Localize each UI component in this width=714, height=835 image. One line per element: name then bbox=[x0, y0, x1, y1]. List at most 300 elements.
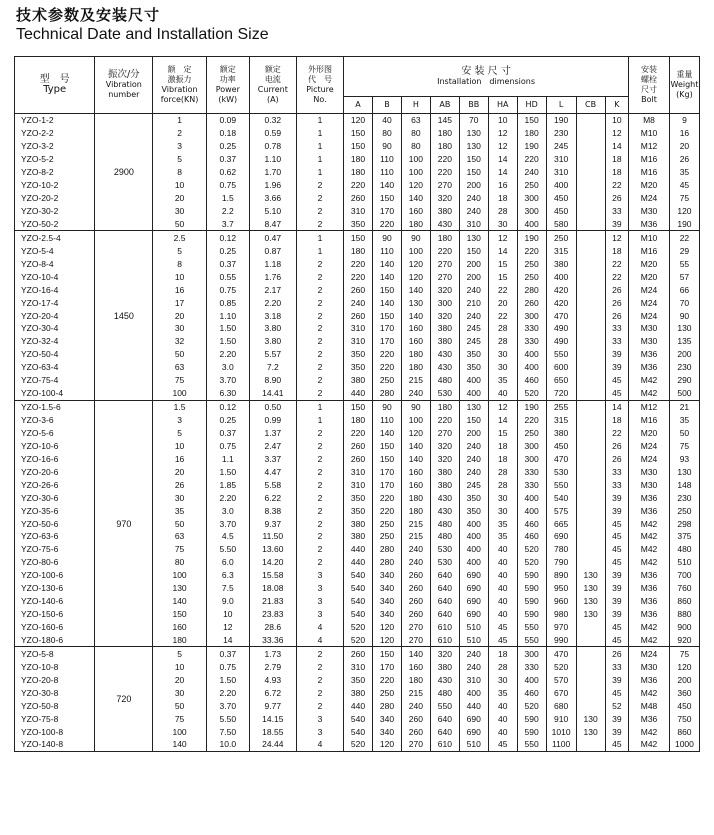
value-cell: 135 bbox=[669, 335, 699, 348]
header-vibration: 振次/分 Vibration number bbox=[95, 57, 153, 114]
value-cell: 250 bbox=[372, 517, 401, 530]
value-cell: 2.79 bbox=[249, 660, 296, 673]
value-cell: 450 bbox=[546, 192, 576, 205]
value-cell: 980 bbox=[546, 608, 576, 621]
value-cell: M24 bbox=[629, 439, 670, 452]
type-cell: YZO-75-8 bbox=[15, 712, 95, 725]
value-cell: 670 bbox=[546, 686, 576, 699]
value-cell: 1100 bbox=[546, 738, 576, 751]
value-cell: 16 bbox=[488, 179, 517, 192]
type-cell: YZO-100-6 bbox=[15, 569, 95, 582]
value-cell: 50 bbox=[153, 699, 207, 712]
value-cell: 150 bbox=[372, 452, 401, 465]
value-cell: 45 bbox=[488, 738, 517, 751]
value-cell: 2 bbox=[296, 283, 343, 296]
value-cell: 990 bbox=[546, 634, 576, 647]
type-cell: YZO-5-8 bbox=[15, 647, 95, 660]
header-dim-bb: BB bbox=[459, 97, 488, 114]
value-cell: 45 bbox=[488, 634, 517, 647]
value-cell: 700 bbox=[669, 569, 699, 582]
value-cell: 45 bbox=[605, 387, 629, 400]
value-cell: 39 bbox=[605, 725, 629, 738]
value-cell: 2 bbox=[296, 335, 343, 348]
type-cell: YZO-50-8 bbox=[15, 699, 95, 712]
value-cell: 0.25 bbox=[206, 414, 249, 427]
value-cell: 1.5 bbox=[206, 192, 249, 205]
value-cell: 200 bbox=[459, 427, 488, 440]
type-cell: YZO-2-2 bbox=[15, 127, 95, 140]
value-cell: 39 bbox=[605, 491, 629, 504]
value-cell bbox=[576, 738, 605, 751]
value-cell: 260 bbox=[401, 582, 430, 595]
value-cell: 280 bbox=[372, 543, 401, 556]
type-cell: YZO-160-6 bbox=[15, 621, 95, 634]
type-cell: YZO-100-8 bbox=[15, 725, 95, 738]
value-cell: 170 bbox=[372, 322, 401, 335]
value-cell: 40 bbox=[488, 608, 517, 621]
value-cell: 240 bbox=[459, 452, 488, 465]
value-cell: 450 bbox=[669, 699, 699, 712]
value-cell: 520 bbox=[344, 738, 373, 751]
type-cell: YZO-10-4 bbox=[15, 270, 95, 283]
value-cell: 120 bbox=[372, 621, 401, 634]
value-cell: 1.18 bbox=[249, 257, 296, 270]
value-cell: 0.37 bbox=[206, 257, 249, 270]
value-cell: 100 bbox=[401, 153, 430, 166]
value-cell: M36 bbox=[629, 361, 670, 374]
value-cell: 460 bbox=[517, 517, 546, 530]
value-cell: 540 bbox=[344, 712, 373, 725]
value-cell: 4.5 bbox=[206, 530, 249, 543]
value-cell: 2.20 bbox=[206, 491, 249, 504]
value-cell: 510 bbox=[459, 621, 488, 634]
value-cell: 4 bbox=[296, 621, 343, 634]
value-cell: 320 bbox=[430, 647, 459, 660]
value-cell: 350 bbox=[459, 348, 488, 361]
value-cell: 320 bbox=[430, 439, 459, 452]
value-cell bbox=[576, 647, 605, 660]
header-dim-ha: HA bbox=[488, 97, 517, 114]
value-cell: 2 bbox=[296, 387, 343, 400]
value-cell: 8.47 bbox=[249, 218, 296, 231]
value-cell: 300 bbox=[517, 192, 546, 205]
value-cell: 310 bbox=[459, 218, 488, 231]
value-cell: 20 bbox=[669, 140, 699, 153]
value-cell: 18 bbox=[605, 244, 629, 257]
value-cell: 45 bbox=[605, 738, 629, 751]
header-current: 额定 电流 Current (A) bbox=[249, 57, 296, 114]
value-cell: 400 bbox=[459, 387, 488, 400]
value-cell: 400 bbox=[517, 348, 546, 361]
value-cell: 190 bbox=[517, 231, 546, 244]
value-cell: 18 bbox=[488, 192, 517, 205]
value-cell: 5.57 bbox=[249, 348, 296, 361]
value-cell: 140 bbox=[401, 309, 430, 322]
value-cell: 400 bbox=[517, 491, 546, 504]
value-cell: M36 bbox=[629, 504, 670, 517]
value-cell: 26 bbox=[153, 478, 207, 491]
value-cell: 380 bbox=[430, 205, 459, 218]
value-cell: 130 bbox=[576, 608, 605, 621]
value-cell: 120 bbox=[401, 427, 430, 440]
value-cell: 14 bbox=[605, 400, 629, 413]
value-cell: 520 bbox=[517, 556, 546, 569]
value-cell: 350 bbox=[344, 348, 373, 361]
value-cell: 8 bbox=[153, 257, 207, 270]
value-cell: 100 bbox=[153, 387, 207, 400]
value-cell: 220 bbox=[344, 427, 373, 440]
value-cell: 18.55 bbox=[249, 725, 296, 738]
type-cell: YZO-26-6 bbox=[15, 478, 95, 491]
value-cell: 510 bbox=[459, 634, 488, 647]
value-cell: 250 bbox=[372, 530, 401, 543]
value-cell: 10 bbox=[153, 270, 207, 283]
value-cell: 14.20 bbox=[249, 556, 296, 569]
value-cell: 180 bbox=[401, 504, 430, 517]
value-cell bbox=[576, 439, 605, 452]
value-cell: 40 bbox=[488, 699, 517, 712]
type-cell: YZO-8-4 bbox=[15, 257, 95, 270]
value-cell: 300 bbox=[430, 296, 459, 309]
value-cell: M24 bbox=[629, 283, 670, 296]
value-cell: 30 bbox=[153, 686, 207, 699]
value-cell: 170 bbox=[372, 660, 401, 673]
value-cell: 40 bbox=[372, 114, 401, 127]
value-cell: 8 bbox=[153, 166, 207, 179]
value-cell: 250 bbox=[517, 270, 546, 283]
value-cell: 400 bbox=[459, 556, 488, 569]
value-cell: 550 bbox=[430, 699, 459, 712]
value-cell: 10 bbox=[206, 608, 249, 621]
value-cell: 790 bbox=[546, 556, 576, 569]
type-cell: YZO-16-6 bbox=[15, 452, 95, 465]
value-cell: 780 bbox=[546, 543, 576, 556]
type-cell: YZO-8-2 bbox=[15, 166, 95, 179]
value-cell: 150 bbox=[459, 244, 488, 257]
value-cell: 0.18 bbox=[206, 127, 249, 140]
value-cell: 39 bbox=[605, 608, 629, 621]
value-cell: 310 bbox=[459, 673, 488, 686]
value-cell: M24 bbox=[629, 647, 670, 660]
value-cell: 150 bbox=[344, 140, 373, 153]
value-cell: 350 bbox=[344, 504, 373, 517]
value-cell: 18 bbox=[488, 647, 517, 660]
value-cell: 2.20 bbox=[206, 686, 249, 699]
value-cell: M36 bbox=[629, 712, 670, 725]
value-cell: 375 bbox=[669, 530, 699, 543]
value-cell: 540 bbox=[344, 725, 373, 738]
value-cell: 190 bbox=[669, 218, 699, 231]
value-cell: 880 bbox=[669, 608, 699, 621]
value-cell: 520 bbox=[344, 634, 373, 647]
value-cell: 470 bbox=[546, 309, 576, 322]
value-cell: 320 bbox=[430, 283, 459, 296]
value-cell: 690 bbox=[459, 595, 488, 608]
value-cell: 57 bbox=[669, 270, 699, 283]
value-cell: 5.50 bbox=[206, 543, 249, 556]
value-cell: M30 bbox=[629, 660, 670, 673]
type-cell: YZO-20-2 bbox=[15, 192, 95, 205]
vibration-cell: 970 bbox=[95, 400, 153, 647]
value-cell: 240 bbox=[459, 205, 488, 218]
value-cell: 240 bbox=[459, 283, 488, 296]
value-cell: 240 bbox=[459, 647, 488, 660]
value-cell: 22 bbox=[605, 257, 629, 270]
type-cell: YZO-32-4 bbox=[15, 335, 95, 348]
value-cell: 970 bbox=[546, 621, 576, 634]
type-cell: YZO-30-4 bbox=[15, 322, 95, 335]
value-cell: 250 bbox=[669, 504, 699, 517]
value-cell: 160 bbox=[401, 335, 430, 348]
value-cell bbox=[576, 270, 605, 283]
value-cell: 720 bbox=[546, 387, 576, 400]
value-cell: M8 bbox=[629, 114, 670, 127]
value-cell: 5.50 bbox=[206, 712, 249, 725]
value-cell: 430 bbox=[430, 673, 459, 686]
header-picture: 外形图 代 号 Picture No. bbox=[296, 57, 343, 114]
value-cell: 3 bbox=[153, 414, 207, 427]
value-cell: 690 bbox=[459, 712, 488, 725]
type-cell: YZO-30-8 bbox=[15, 686, 95, 699]
value-cell: 220 bbox=[344, 179, 373, 192]
value-cell: 640 bbox=[430, 595, 459, 608]
value-cell: 430 bbox=[430, 504, 459, 517]
value-cell: 0.59 bbox=[249, 127, 296, 140]
value-cell: 26 bbox=[605, 439, 629, 452]
value-cell: 100 bbox=[401, 166, 430, 179]
type-cell: YZO-30-2 bbox=[15, 205, 95, 218]
value-cell: 93 bbox=[669, 452, 699, 465]
value-cell bbox=[576, 452, 605, 465]
value-cell: 430 bbox=[430, 348, 459, 361]
value-cell: 480 bbox=[430, 517, 459, 530]
value-cell: 180 bbox=[344, 414, 373, 427]
type-cell: YZO-50-2 bbox=[15, 218, 95, 231]
value-cell: 7.50 bbox=[206, 725, 249, 738]
value-cell: 665 bbox=[546, 517, 576, 530]
value-cell: 380 bbox=[344, 530, 373, 543]
value-cell: 2 bbox=[296, 699, 343, 712]
value-cell: 315 bbox=[546, 414, 576, 427]
value-cell: 40 bbox=[488, 595, 517, 608]
value-cell: 1.85 bbox=[206, 478, 249, 491]
value-cell: M36 bbox=[629, 569, 670, 582]
value-cell bbox=[576, 309, 605, 322]
value-cell: 2 bbox=[296, 517, 343, 530]
value-cell: 440 bbox=[344, 699, 373, 712]
value-cell: 22 bbox=[605, 270, 629, 283]
value-cell: 480 bbox=[430, 374, 459, 387]
value-cell: 2.20 bbox=[249, 296, 296, 309]
value-cell: 170 bbox=[372, 465, 401, 478]
value-cell: 2 bbox=[296, 452, 343, 465]
value-cell: 550 bbox=[517, 634, 546, 647]
value-cell: 30 bbox=[488, 218, 517, 231]
value-cell: 2 bbox=[296, 543, 343, 556]
value-cell: M42 bbox=[629, 621, 670, 634]
value-cell: 39 bbox=[605, 348, 629, 361]
value-cell: M30 bbox=[629, 205, 670, 218]
value-cell: 63 bbox=[401, 114, 430, 127]
value-cell: 90 bbox=[372, 140, 401, 153]
value-cell: 1.37 bbox=[249, 427, 296, 440]
value-cell: 250 bbox=[517, 179, 546, 192]
value-cell: 14 bbox=[488, 244, 517, 257]
value-cell: 920 bbox=[669, 634, 699, 647]
value-cell: 490 bbox=[546, 335, 576, 348]
value-cell: 160 bbox=[401, 322, 430, 335]
value-cell: 2 bbox=[296, 478, 343, 491]
value-cell: 2 bbox=[296, 647, 343, 660]
value-cell: 380 bbox=[344, 686, 373, 699]
value-cell: 1 bbox=[296, 400, 343, 413]
value-cell: 140 bbox=[372, 179, 401, 192]
value-cell: 7.5 bbox=[206, 582, 249, 595]
value-cell: 2.2 bbox=[206, 205, 249, 218]
value-cell: 1000 bbox=[669, 738, 699, 751]
value-cell: 33.36 bbox=[249, 634, 296, 647]
value-cell: 21 bbox=[669, 400, 699, 413]
value-cell: 180 bbox=[401, 673, 430, 686]
value-cell: 28 bbox=[488, 660, 517, 673]
value-cell: 9.77 bbox=[249, 699, 296, 712]
value-cell: 260 bbox=[401, 569, 430, 582]
value-cell: 4 bbox=[296, 634, 343, 647]
value-cell: 150 bbox=[459, 166, 488, 179]
value-cell: 150 bbox=[344, 127, 373, 140]
value-cell: 2.47 bbox=[249, 439, 296, 452]
value-cell: 180 bbox=[517, 127, 546, 140]
value-cell: 2 bbox=[296, 465, 343, 478]
value-cell: 20 bbox=[488, 296, 517, 309]
value-cell: 440 bbox=[344, 387, 373, 400]
value-cell: 240 bbox=[401, 387, 430, 400]
value-cell: 230 bbox=[669, 361, 699, 374]
value-cell bbox=[576, 114, 605, 127]
value-cell: 14 bbox=[605, 140, 629, 153]
value-cell: M36 bbox=[629, 673, 670, 686]
value-cell: 30 bbox=[153, 322, 207, 335]
value-cell: 12 bbox=[206, 621, 249, 634]
value-cell bbox=[576, 244, 605, 257]
value-cell: 63 bbox=[153, 361, 207, 374]
value-cell: 35 bbox=[488, 374, 517, 387]
value-cell: 200 bbox=[459, 270, 488, 283]
value-cell: 120 bbox=[401, 179, 430, 192]
value-cell bbox=[576, 530, 605, 543]
value-cell: 0.87 bbox=[249, 244, 296, 257]
type-cell: YZO-5-6 bbox=[15, 427, 95, 440]
value-cell: 18 bbox=[605, 166, 629, 179]
value-cell: 15.58 bbox=[249, 569, 296, 582]
value-cell: 140 bbox=[372, 296, 401, 309]
value-cell: 270 bbox=[430, 270, 459, 283]
value-cell: M24 bbox=[629, 452, 670, 465]
value-cell: 260 bbox=[344, 452, 373, 465]
value-cell: 24.44 bbox=[249, 738, 296, 751]
value-cell: 22 bbox=[605, 427, 629, 440]
value-cell: 40 bbox=[488, 725, 517, 738]
value-cell: M42 bbox=[629, 543, 670, 556]
value-cell: 245 bbox=[459, 322, 488, 335]
value-cell: 540 bbox=[344, 595, 373, 608]
value-cell: 130 bbox=[576, 712, 605, 725]
value-cell: M12 bbox=[629, 140, 670, 153]
value-cell: 430 bbox=[430, 218, 459, 231]
value-cell: 250 bbox=[517, 257, 546, 270]
value-cell: 140 bbox=[372, 427, 401, 440]
value-cell: M24 bbox=[629, 296, 670, 309]
value-cell: 20 bbox=[153, 465, 207, 478]
value-cell: 33 bbox=[605, 465, 629, 478]
value-cell: 18.08 bbox=[249, 582, 296, 595]
value-cell: 210 bbox=[459, 296, 488, 309]
value-cell: 200 bbox=[459, 257, 488, 270]
type-cell: YZO-80-6 bbox=[15, 556, 95, 569]
value-cell: M30 bbox=[629, 335, 670, 348]
value-cell: 400 bbox=[459, 686, 488, 699]
value-cell: 280 bbox=[372, 387, 401, 400]
value-cell: 280 bbox=[517, 283, 546, 296]
value-cell: 510 bbox=[669, 556, 699, 569]
value-cell: 2 bbox=[296, 361, 343, 374]
value-cell: 260 bbox=[401, 712, 430, 725]
value-cell: 52 bbox=[605, 699, 629, 712]
value-cell: 150 bbox=[344, 231, 373, 244]
value-cell: 350 bbox=[344, 491, 373, 504]
value-cell: M42 bbox=[629, 634, 670, 647]
value-cell bbox=[576, 348, 605, 361]
type-cell: YZO-150-6 bbox=[15, 608, 95, 621]
value-cell: 470 bbox=[546, 647, 576, 660]
value-cell: 2 bbox=[296, 556, 343, 569]
value-cell: 550 bbox=[517, 621, 546, 634]
value-cell: 130 bbox=[401, 296, 430, 309]
value-cell: 310 bbox=[344, 335, 373, 348]
value-cell: 100 bbox=[401, 414, 430, 427]
value-cell: 130 bbox=[459, 140, 488, 153]
value-cell: 220 bbox=[372, 504, 401, 517]
value-cell: 1 bbox=[153, 114, 207, 127]
value-cell: 245 bbox=[459, 478, 488, 491]
value-cell: 650 bbox=[546, 374, 576, 387]
value-cell: 0.78 bbox=[249, 140, 296, 153]
value-cell: 350 bbox=[344, 673, 373, 686]
value-cell: 490 bbox=[546, 322, 576, 335]
type-cell: YZO-20-8 bbox=[15, 673, 95, 686]
value-cell: 520 bbox=[517, 387, 546, 400]
value-cell: 39 bbox=[605, 569, 629, 582]
value-cell: 80 bbox=[372, 127, 401, 140]
value-cell: 180 bbox=[153, 634, 207, 647]
value-cell: 160 bbox=[401, 205, 430, 218]
value-cell: 0.75 bbox=[206, 660, 249, 673]
value-cell: 39 bbox=[605, 582, 629, 595]
value-cell: 0.32 bbox=[249, 114, 296, 127]
header-dim-h: H bbox=[401, 97, 430, 114]
value-cell: 30 bbox=[153, 491, 207, 504]
value-cell: 320 bbox=[430, 452, 459, 465]
value-cell: 180 bbox=[430, 140, 459, 153]
value-cell: M20 bbox=[629, 270, 670, 283]
value-cell: 4 bbox=[296, 738, 343, 751]
value-cell: 180 bbox=[401, 218, 430, 231]
value-cell: 120 bbox=[372, 634, 401, 647]
value-cell bbox=[576, 205, 605, 218]
value-cell: 610 bbox=[430, 738, 459, 751]
value-cell: M16 bbox=[629, 244, 670, 257]
value-cell: M20 bbox=[629, 257, 670, 270]
